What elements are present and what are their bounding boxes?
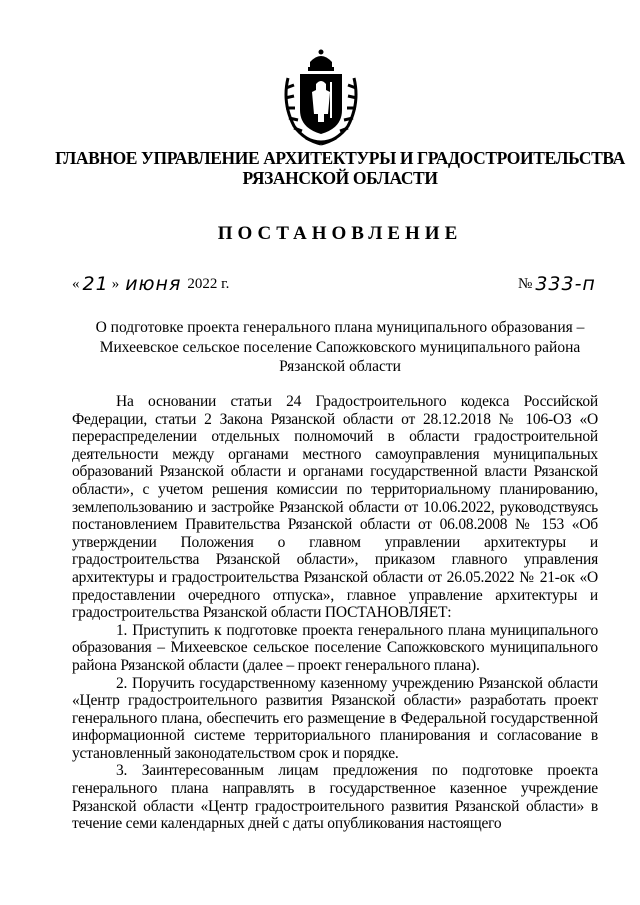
date-year: 2022 г. <box>187 276 230 292</box>
subject-line-3: Рязанской области <box>279 358 401 375</box>
authority-line-1: ГЛАВНОЕ УПРАВЛЕНИЕ АРХИТЕКТУРЫ И ГРАДОСТРОИТЕЛЬСТВА <box>55 148 625 168</box>
date-day: 21 <box>82 273 109 295</box>
number-value: 333-п <box>535 273 596 295</box>
coat-of-arms-icon <box>280 48 362 148</box>
document-subject <box>40 318 640 377</box>
date-month: июня <box>125 273 182 295</box>
subject-line-1: О подготовке проекта генерального плана муниципального образования – <box>95 319 585 336</box>
authority-line-2: РЯЗАНСКОЙ ОБЛАСТИ <box>242 168 438 188</box>
date-open-quote: « <box>72 276 80 292</box>
issuing-authority <box>40 148 640 188</box>
number-prefix: № <box>518 276 533 292</box>
subject-line-2: Михеевское сельское поселение Сапожковского муниципального района <box>99 338 581 356</box>
document-body <box>72 393 598 833</box>
document-date <box>72 271 229 293</box>
document-type-title: ПОСТАНОВЛЕНИЕ <box>217 223 463 244</box>
clause-2: 2. Поручить государственному казенному учреждению Рязанской области «Центр градостроительного развития Рязанской области» разработать проект генерального плана, обеспечить его размещение в Федеральной государственной информационной системе территориального планирования и согласование в установленный законодательством срок и порядке. <box>72 674 598 762</box>
clause-1: 1. Приступить к подготовке проекта генерального плана муниципального образования – Михеевское сельское поселение Сапожковского муниципального района Рязанской области (далее – проект генерального плана). <box>72 621 598 674</box>
date-close-quote: » <box>111 276 120 292</box>
document-number <box>518 271 599 293</box>
clause-3: 3. Заинтересованным лицам предложения по подготовке проекта генерального плана направлять в государственное казенное учреждение Рязанской области «Центр градостроительного развития Рязанской области» в течение семи календарных дней с даты опубликования настоящего <box>72 762 598 833</box>
preamble-paragraph: На основании статьи 24 Градостроительного кодекса Российской Федерации, статьи 2 Закона Рязанской области от 28.12.2018 № 106-ОЗ «О перераспределении отдельных полномочий в области градостроительной деятельности между органами местного самоуправления муниципальных образований Рязанской области и органами государственной власти Рязанской области», с учетом решения комиссии по территориальному планированию, землепользованию и застройке Рязанской области от 10.06.2022, руководствуясь постановлением Правительства Рязанской области от 06.08.2008 № 153 «Об утверждении Положения о главном управлении архитектуры и градостроительства Рязанской области», приказом главного управления архитектуры и градостроительства Рязанской области от 26.05.2022 № 21-ок «О предоставлении очередного отпуска», главное управление архитектуры и градостроительства Рязанской области ПОСТАНОВЛЯЕТ: <box>72 393 598 622</box>
